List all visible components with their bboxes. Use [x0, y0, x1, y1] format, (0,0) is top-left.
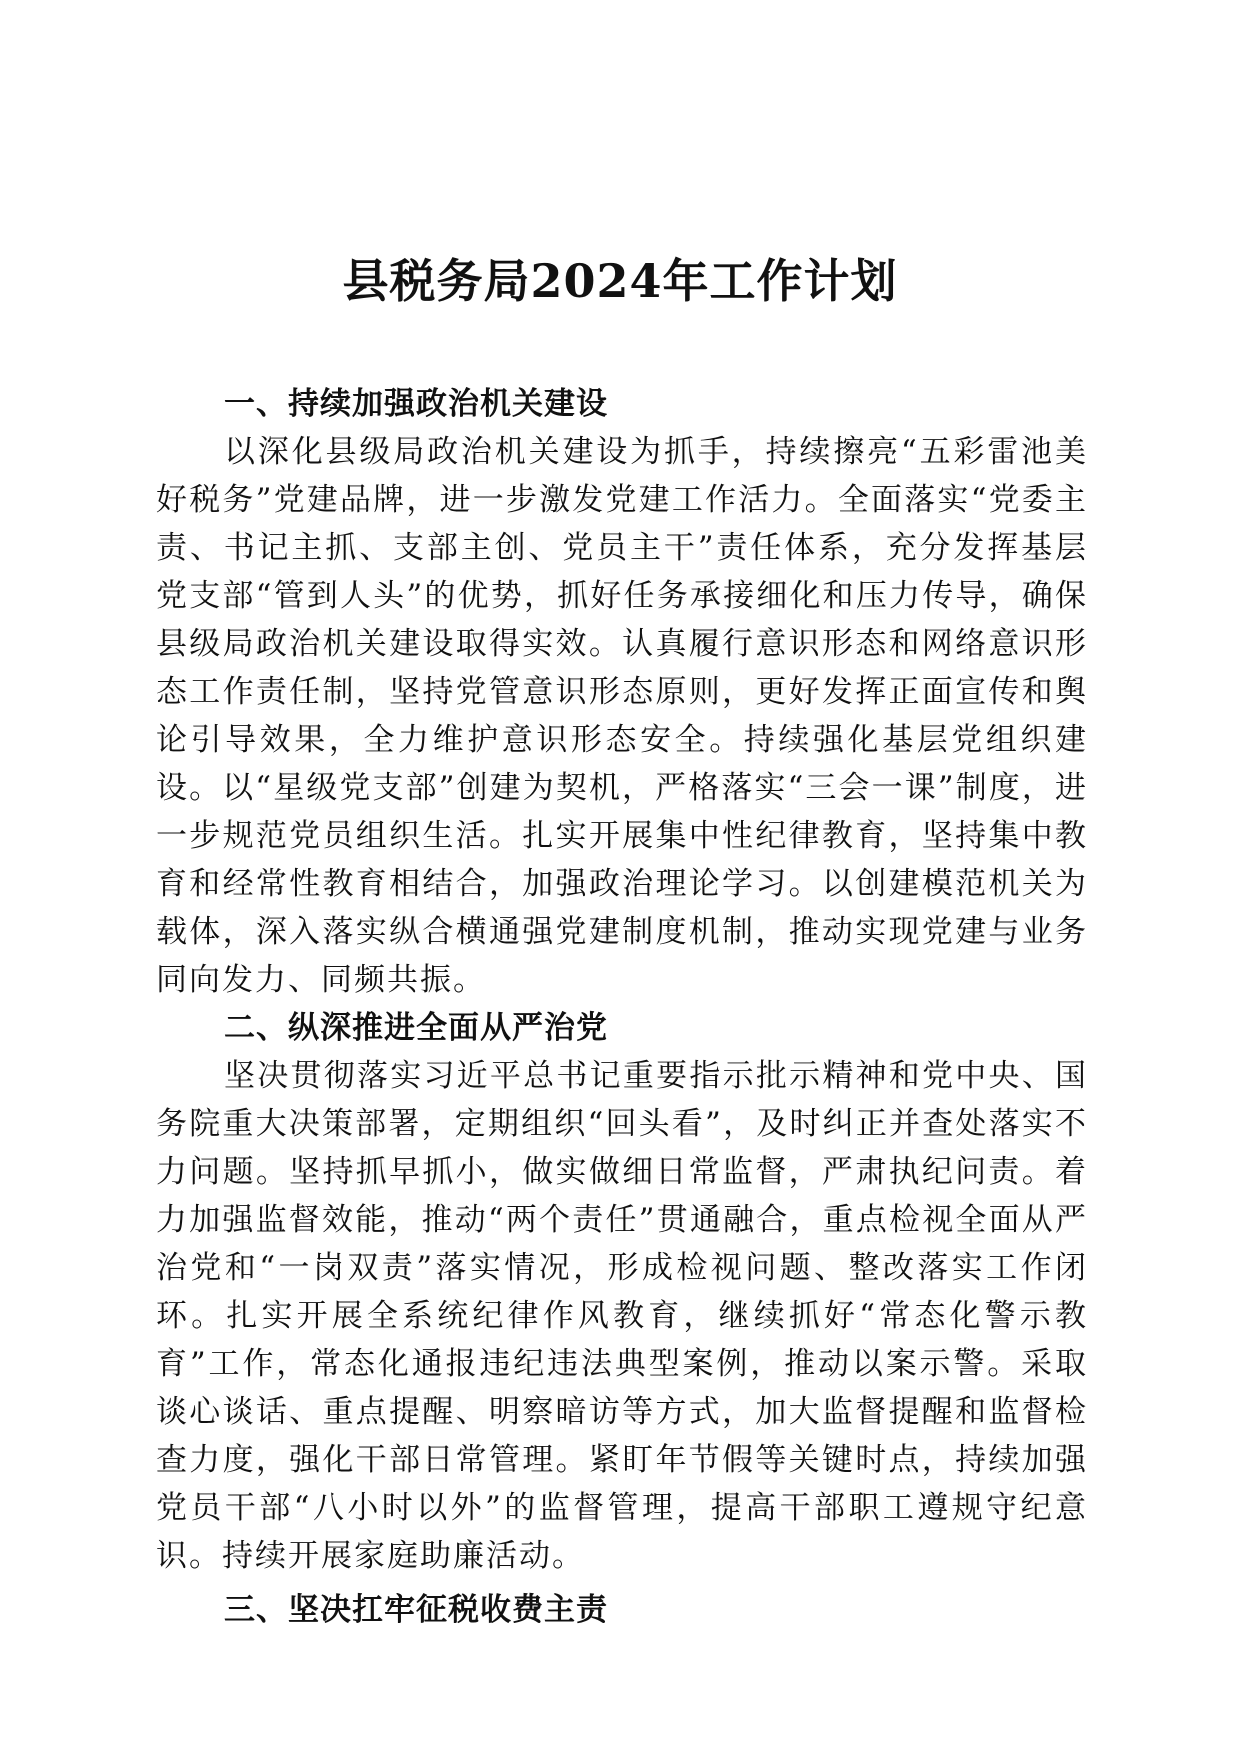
section-1-heading: 一、持续加强政治机关建设	[224, 386, 608, 422]
section-1-paragraph: 以深化县级局政治机关建设为抓手，持续擦亮“五彩雷池美好税务”党建品牌，进一步激发党建工作活力。全面落实“党委主责、书记主抓、支部主创、党员主干”责任体系，充分发挥基层党支部“管到人头”的优势，抓好任务承接细化和压力传导，确保县级局政治机关建设取得实效。认真履行意识形态和网络意识形态工作责任制，坚持党管意识形态原则，更好发挥正面宣传和舆论引导效果，全力维护意识形态安全。持续强化基层党组织建设。以“星级党支部”创建为契机，严格落实“三会一课”制度，进一步规范党员组织生活。扎实开展集中性纪律教育，坚持集中教育和经常性教育相结合，加强政治理论学习。以创建模范机关为载体，深入落实纵合横通强党建制度机制，推动实现党建与业务同向发力、同频共振。	[156, 434, 1088, 998]
document-body	[156, 380, 1088, 1634]
document-title: 县税务局2024年工作计划	[342, 254, 898, 308]
section-2-heading: 二、纵深推进全面从严治党	[224, 1010, 608, 1046]
section-2-paragraph: 坚决贯彻落实习近平总书记重要指示批示精神和党中央、国务院重大决策部署，定期组织“回头看”，及时纠正并查处落实不力问题。坚持抓早抓小，做实做细日常监督，严肃执纪问责。着力加强监督效能，推动“两个责任”贯通融合，重点检视全面从严治党和“一岗双责”落实情况，形成检视问题、整改落实工作闭环。扎实开展全系统纪律作风教育，继续抓好“常态化警示教育”工作，常态化通报违纪违法典型案例，推动以案示警。采取谈心谈话、重点提醒、明察暗访等方式，加大监督提醒和监督检查力度，强化干部日常管理。紧盯年节假等关键时点，持续加强党员干部“八小时以外”的监督管理，提高干部职工遵规守纪意识。持续开展家庭助廉活动。	[156, 1058, 1088, 1574]
section-3-heading: 三、坚决扛牢征税收费主责	[224, 1592, 608, 1628]
